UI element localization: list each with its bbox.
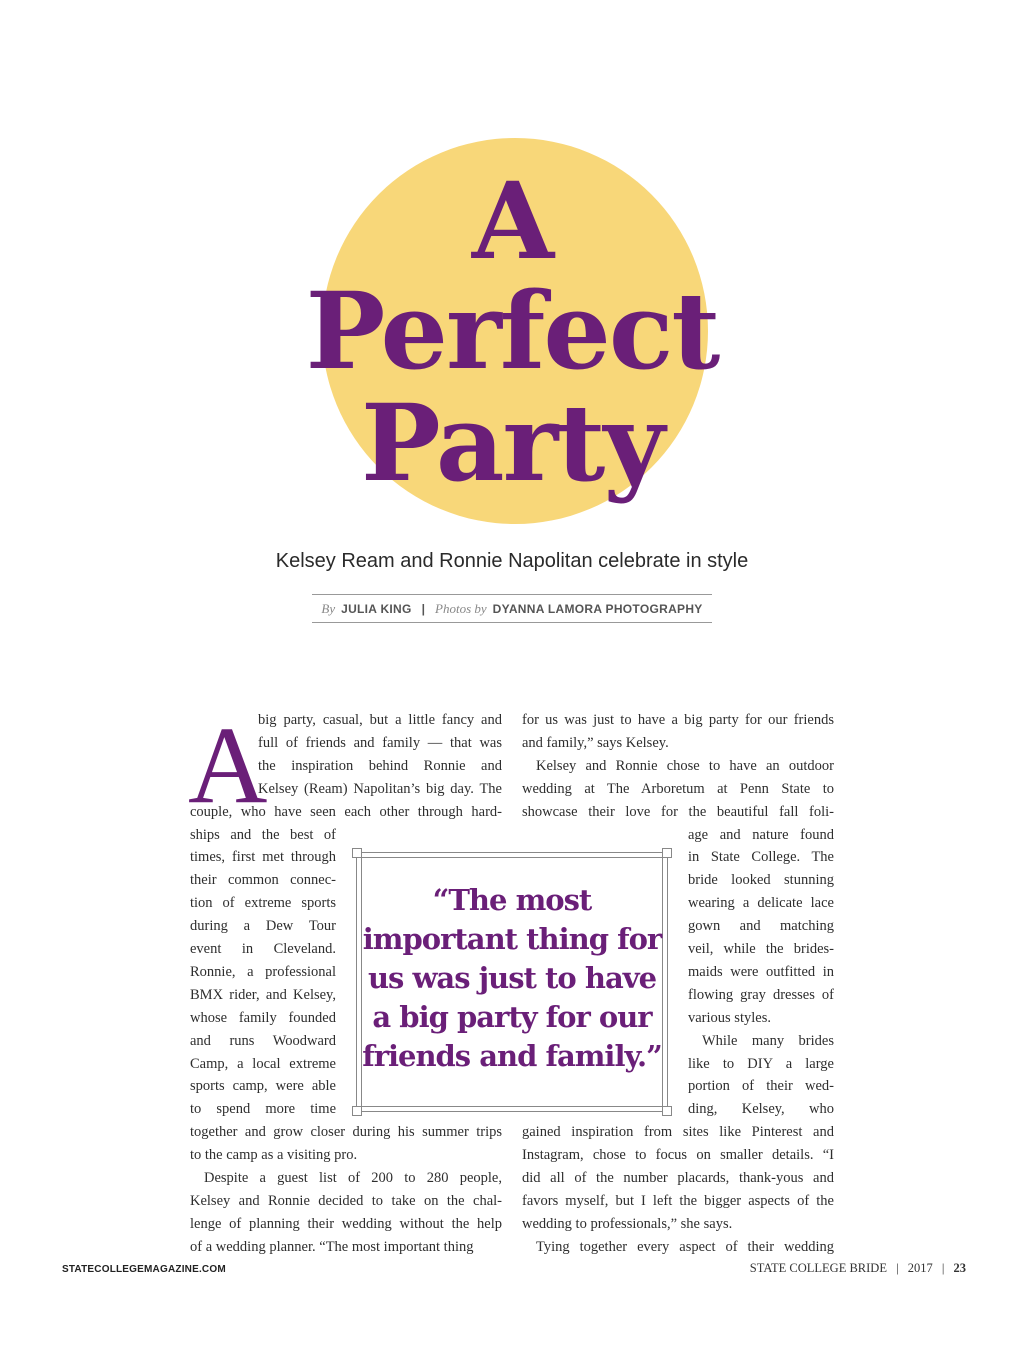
left-line: together and grow closer during his summer trips bbox=[190, 1124, 502, 1141]
left-line: Kelsey and Ronnie decided to take on the chal- bbox=[190, 1192, 502, 1209]
left-line: full of friends and family — that was bbox=[258, 734, 502, 751]
footer-year: 2017 bbox=[907, 1261, 933, 1275]
footer-page-number: 23 bbox=[953, 1261, 966, 1275]
byline-author: JULIA KING bbox=[341, 601, 412, 616]
left-line: tion of extreme sports bbox=[190, 895, 336, 912]
subtitle: Kelsey Ream and Ronnie Napolitan celebrate in style bbox=[275, 550, 749, 572]
right-line: veil, while the brides- bbox=[688, 941, 834, 957]
footer-website: STATECOLLEGEMAGAZINE.COM bbox=[62, 1264, 226, 1275]
right-line: ding, Kelsey, who bbox=[688, 1101, 834, 1118]
footer-separator: | bbox=[941, 1261, 945, 1275]
pull-quote-line: us was just to have bbox=[367, 961, 657, 995]
right-line: for us was just to have a big party for our friends bbox=[522, 712, 834, 728]
title-line-3: Party bbox=[361, 380, 663, 505]
left-line: Camp, a local extreme bbox=[190, 1055, 336, 1072]
right-line: showcase their love for the beautiful fall foli- bbox=[522, 803, 834, 820]
left-line: event in Cleveland. bbox=[190, 941, 336, 957]
pull-quote-line: a big party for our bbox=[372, 1000, 652, 1034]
byline-separator: | bbox=[421, 601, 426, 616]
left-line: Kelsey (Ream) Napolitan’s big day. The bbox=[258, 780, 502, 797]
pull-quote-corner bbox=[352, 848, 362, 858]
left-line: big party, casual, but a little fancy and bbox=[258, 712, 502, 728]
footer-publication: STATE COLLEGE BRIDE bbox=[749, 1261, 887, 1275]
pull-quote-text bbox=[357, 881, 667, 1076]
left-line: sports camp, were able bbox=[190, 1078, 336, 1095]
left-line: the inspiration behind Ronnie and bbox=[258, 757, 502, 774]
right-line: did all of the number placards, thank-yous and bbox=[522, 1170, 834, 1186]
left-line: times, first met through bbox=[190, 849, 336, 866]
pull-quote-box bbox=[356, 852, 668, 1112]
right-line: flowing gray dresses of bbox=[688, 986, 834, 1003]
left-line: ships and the best of bbox=[190, 826, 336, 843]
right-line: wedding to professionals,” she says. bbox=[522, 1215, 733, 1232]
footer-separator: | bbox=[896, 1261, 899, 1275]
title-line-1: A bbox=[471, 158, 553, 283]
right-line: Tying together every aspect of their wedding bbox=[536, 1238, 834, 1255]
right-line: and family,” says Kelsey. bbox=[522, 734, 669, 751]
pull-quote-line: friends and family.” bbox=[362, 1039, 662, 1073]
right-line: like to DIY a large bbox=[688, 1055, 834, 1072]
title-line-2: Perfect bbox=[305, 268, 719, 393]
right-line: gown and matching bbox=[688, 918, 834, 935]
left-line: to the camp as a visiting pro. bbox=[190, 1147, 358, 1164]
right-line: wearing a delicate lace bbox=[688, 895, 834, 912]
footer-folio bbox=[750, 1261, 966, 1276]
left-line: lenge of planning their wedding without the help bbox=[190, 1215, 502, 1232]
left-line: Ronnie, a professional bbox=[190, 963, 336, 980]
right-line: maids were outfitted in bbox=[688, 963, 834, 980]
drop-cap: A bbox=[188, 704, 268, 826]
right-line: in State College. The bbox=[688, 849, 834, 866]
right-line: age and nature found bbox=[688, 826, 834, 843]
left-line: whose family founded bbox=[190, 1009, 336, 1026]
left-line: BMX rider, and Kelsey, bbox=[190, 986, 336, 1003]
left-line: couple, who have seen each other through hard- bbox=[190, 803, 502, 820]
pull-quote-line: “The most bbox=[432, 883, 592, 917]
right-line: Instagram, chose to focus on smaller details. “I bbox=[522, 1147, 834, 1164]
byline-photos-label: Photos by bbox=[435, 600, 487, 616]
right-line: wedding at The Arboretum at Penn State to bbox=[522, 780, 834, 797]
right-line: gained inspiration from sites like Pinterest and bbox=[522, 1124, 834, 1141]
pull-quote-corner bbox=[662, 848, 672, 858]
pull-quote-corner bbox=[662, 1106, 672, 1116]
pull-quote-line: important thing for bbox=[362, 922, 662, 956]
right-line: bride looked stunning bbox=[688, 872, 834, 889]
right-line: various styles. bbox=[688, 1009, 771, 1026]
byline-photographer: DYANNA LAMORA PHOTOGRAPHY bbox=[492, 601, 703, 616]
byline-by-label: By bbox=[321, 600, 336, 616]
right-line: favors myself, but I left the bigger aspects of the bbox=[522, 1192, 834, 1209]
right-line: Kelsey and Ronnie chose to have an outdoor bbox=[536, 757, 834, 774]
right-line: portion of their wed- bbox=[688, 1078, 834, 1095]
left-line: and runs Woodward bbox=[190, 1032, 336, 1049]
left-line: during a Dew Tour bbox=[190, 918, 336, 935]
left-line: to spend more time bbox=[190, 1101, 336, 1118]
left-line: Despite a guest list of 200 to 280 people, bbox=[204, 1170, 502, 1186]
left-line: their common connec- bbox=[190, 872, 336, 889]
right-line: While many brides bbox=[702, 1032, 834, 1049]
pull-quote-corner bbox=[352, 1106, 362, 1116]
left-line: of a wedding planner. “The most important thing bbox=[190, 1238, 474, 1255]
byline bbox=[312, 594, 712, 623]
